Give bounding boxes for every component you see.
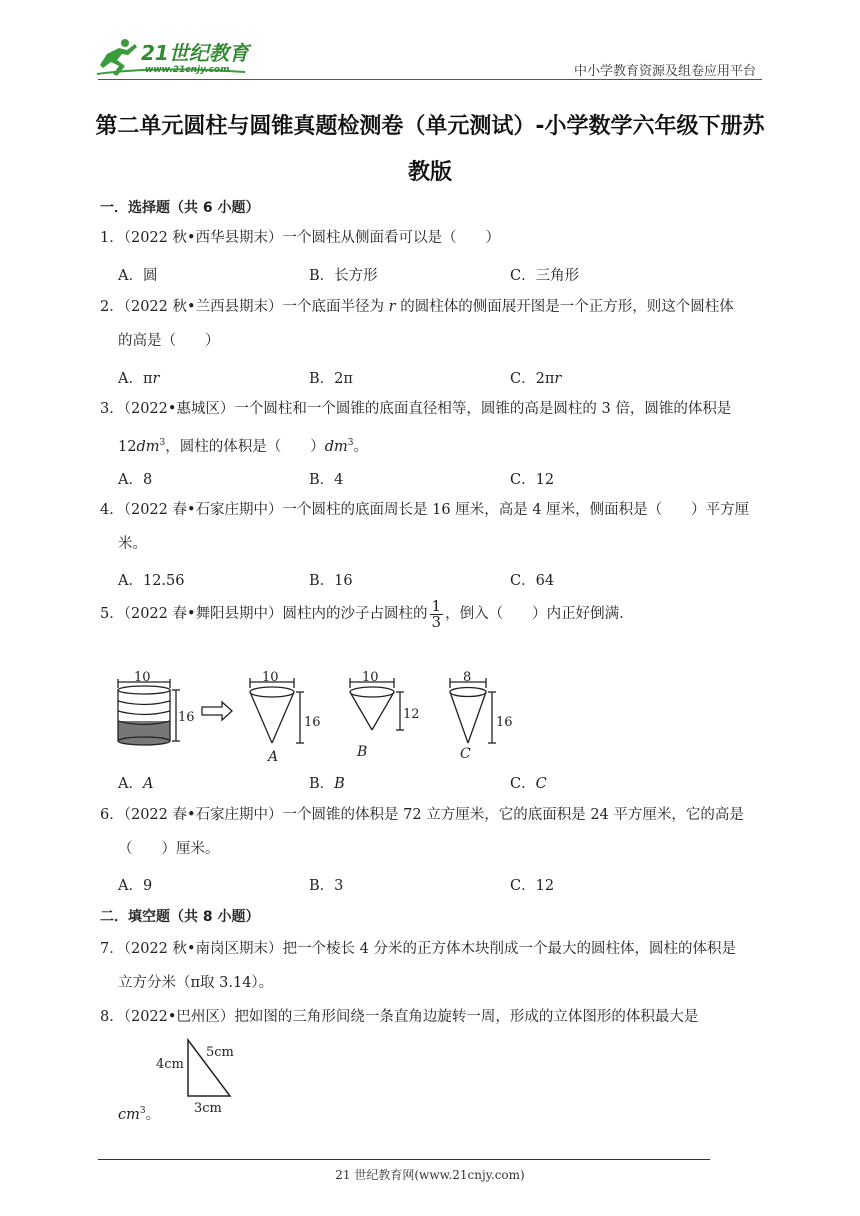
question-2: 2．（2022 秋•兰西县期末）一个底面半径为 r 的圆柱体的侧面展开图是一个正方形，则这个圆柱体 的高是（ ） xyxy=(100,299,734,349)
question-7: 7．（2022 秋•南岗区期末）把一个棱长 4 分米的正方体木块削成一个最大的圆柱体，圆柱的体积是 立方分米（π取 3.14）。 xyxy=(100,941,736,991)
question-1-options xyxy=(118,264,718,284)
question-5-options xyxy=(118,772,718,792)
option-a: A．8 xyxy=(118,472,153,488)
option-c: C．12 xyxy=(510,472,555,488)
question-6-options xyxy=(118,874,718,894)
svg-text:10: 10 xyxy=(262,670,279,685)
fraction-one-third: $\frac{1}{3}$ xyxy=(431,596,442,631)
question-3: 3．（2022•惠城区）一个圆柱和一个圆锥的底面直径相等，圆锥的高是圆柱的 3 倍，圆锥的体积是 $12dm^3$，圆柱的体积是（ ）$dm^3$。 xyxy=(100,401,732,455)
svg-text:8: 8 xyxy=(463,670,472,685)
svg-text:4cm: 4cm xyxy=(156,1057,184,1072)
svg-text:12: 12 xyxy=(403,707,420,722)
sand-cylinder xyxy=(118,670,195,745)
option-b: B．长方形 xyxy=(309,268,378,284)
svg-text:3cm: 3cm xyxy=(194,1101,222,1116)
question-3-options xyxy=(118,468,718,488)
option-c: C．三角形 xyxy=(510,268,580,284)
question-6: 6．（2022 春•石家庄期中）一个圆锥的体积是 72 立方厘米，它的底面积是 24 平方厘米，它的高是 （ ）厘米。 xyxy=(100,807,744,857)
option-a: A．9 xyxy=(118,878,153,894)
svg-text:21世纪教育: 21世纪教育 xyxy=(141,41,249,65)
svg-text:B: B xyxy=(357,744,368,760)
question-8-answer-unit: $cm^3$。 xyxy=(118,1106,161,1123)
footer-text: 21 世纪教育网(www.21cnjy.com) xyxy=(335,1168,525,1182)
svg-text:10: 10 xyxy=(362,670,379,685)
question-4: 4．（2022 春•石家庄期中）一个圆柱的底面周长是 16 厘米，高是 4 厘米，侧面积是（ ）平方厘 米。 xyxy=(100,502,750,552)
arrow-icon xyxy=(202,702,232,720)
option-a: A．12.56 xyxy=(118,573,185,589)
option-c: C．2πr xyxy=(510,371,562,387)
svg-text:16: 16 xyxy=(178,710,195,725)
question-5-figure xyxy=(110,668,530,768)
svg-text:A: A xyxy=(268,749,279,765)
site-logo xyxy=(95,36,265,80)
option-b: B．4 xyxy=(309,472,344,488)
option-a: A．圆 xyxy=(118,268,158,284)
option-a: A．A xyxy=(118,776,154,792)
platform-name: 中小学教育资源及组卷应用平台 xyxy=(573,64,756,79)
option-b: B．2π xyxy=(309,371,353,387)
question-8: 8．（2022•巴州区）把如图的三角形间绕一条直角边旋转一周，形成的立体图形的体积最大是 xyxy=(100,1009,699,1025)
option-a: A．πr xyxy=(118,371,160,387)
option-b: B．16 xyxy=(309,573,353,589)
page-title: 第二单元圆柱与圆锥真题检测卷（单元测试）-小学数学六年级下册苏 教版 xyxy=(95,114,765,185)
cone-c xyxy=(450,670,513,762)
svg-text:C: C xyxy=(460,746,471,762)
option-c: C．C xyxy=(510,776,547,792)
section-heading-fill: 二．填空题（共 8 小题） xyxy=(100,909,260,925)
svg-text:www.21cnjy.com: www.21cnjy.com xyxy=(145,65,230,75)
svg-text:16: 16 xyxy=(496,715,513,730)
question-1: 1．（2022 秋•西华县期末）一个圆柱从侧面看可以是（ ） xyxy=(100,230,501,246)
question-4-options xyxy=(118,569,718,589)
cone-a xyxy=(250,670,321,765)
svg-text:16: 16 xyxy=(304,715,321,730)
section-heading-choice: 一．选择题（共 6 小题） xyxy=(100,200,260,216)
svg-text:5cm: 5cm xyxy=(206,1045,234,1060)
svg-text:10: 10 xyxy=(134,670,151,685)
question-2-options xyxy=(118,367,718,387)
footer-rule xyxy=(98,1159,710,1160)
question-5: 5．（2022 春•舞阳县期中）圆柱内的沙子占圆柱的 $\frac{1}{3}$ ，倒入（ ）内正好倒满． xyxy=(100,596,634,631)
option-b: B．B xyxy=(309,776,345,792)
cone-b xyxy=(350,670,420,760)
header-rule xyxy=(98,79,762,80)
option-c: C．12 xyxy=(510,878,555,894)
option-b: B．3 xyxy=(309,878,344,894)
option-c: C．64 xyxy=(510,573,555,589)
